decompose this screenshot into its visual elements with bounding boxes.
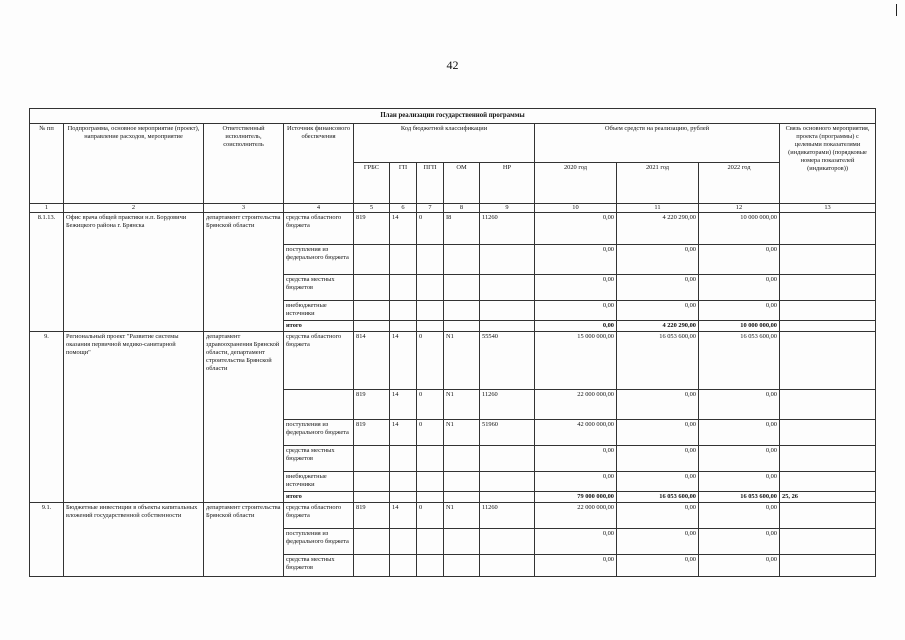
code-om: I8 — [444, 213, 480, 245]
header-om: ОМ — [444, 163, 480, 204]
amount-2020: 0,00 — [535, 529, 617, 555]
page-number: 42 — [446, 58, 459, 72]
code-grbs — [354, 492, 390, 503]
code-gp — [390, 492, 417, 503]
code-gp: 14 — [390, 503, 417, 529]
amount-2020: 0,00 — [535, 275, 617, 301]
code-om — [444, 472, 480, 492]
code-gp: 14 — [390, 332, 417, 390]
amount-2022: 0,00 — [699, 503, 780, 529]
indicator-link — [780, 503, 876, 529]
amount-2020: 15 000 000,00 — [535, 332, 617, 390]
column-number: 12 — [699, 204, 780, 213]
item-name: Офис врача общей практики н.п. Бордовичи Бежицкого района г. Брянска — [64, 213, 204, 332]
code-grbs: 819 — [354, 420, 390, 446]
header-2021: 2021 год — [617, 163, 699, 204]
indicator-link — [780, 321, 876, 332]
header-pgp: ПГП — [417, 163, 444, 204]
indicator-link — [780, 390, 876, 420]
code-nr — [480, 472, 535, 492]
column-number: 11 — [617, 204, 699, 213]
amount-2022: 0,00 — [699, 390, 780, 420]
code-om — [444, 275, 480, 301]
code-om: N1 — [444, 332, 480, 390]
code-om — [444, 446, 480, 472]
funding-source: внебюджетные источники — [284, 472, 354, 492]
amount-2021: 16 053 600,00 — [617, 492, 699, 503]
column-number: 9 — [480, 204, 535, 213]
indicator-link — [780, 472, 876, 492]
code-pgp — [417, 492, 444, 503]
funding-source: итого — [284, 321, 354, 332]
code-om — [444, 321, 480, 332]
code-grbs — [354, 245, 390, 275]
code-pgp — [417, 472, 444, 492]
amount-2021: 0,00 — [617, 555, 699, 577]
amount-2022: 0,00 — [699, 529, 780, 555]
code-nr — [480, 321, 535, 332]
header-budget-code: Код бюджетной классификации — [354, 124, 535, 163]
indicator-link — [780, 275, 876, 301]
amount-2020: 0,00 — [535, 301, 617, 321]
amount-2021: 4 220 290,00 — [617, 213, 699, 245]
code-gp — [390, 446, 417, 472]
funding-source: итого — [284, 492, 354, 503]
item-responsible: департамент строительства Брянской области — [204, 213, 284, 332]
header-indicators-link: Связь основного мероприятия, проекта (программы) с целевыми показателями (индикаторами) (порядковые номера показателей (индикаторов)) — [780, 124, 876, 204]
code-pgp — [417, 446, 444, 472]
code-nr: 55540 — [480, 332, 535, 390]
amount-2021: 4 220 290,00 — [617, 321, 699, 332]
amount-2021: 0,00 — [617, 420, 699, 446]
code-pgp: 0 — [417, 332, 444, 390]
item-responsible: департамент строительства Брянской области — [204, 503, 284, 577]
code-nr — [480, 446, 535, 472]
funding-source: поступления из федерального бюджета — [284, 420, 354, 446]
amount-2022: 0,00 — [699, 472, 780, 492]
amount-2021: 0,00 — [617, 472, 699, 492]
funding-source: средства местных бюджетов — [284, 555, 354, 577]
code-om — [444, 492, 480, 503]
code-pgp — [417, 301, 444, 321]
header-volume: Объем средств на реализацию, рублей — [535, 124, 780, 163]
amount-2021: 0,00 — [617, 446, 699, 472]
code-nr: 11260 — [480, 390, 535, 420]
code-nr: 51960 — [480, 420, 535, 446]
code-om: N1 — [444, 390, 480, 420]
amount-2022: 0,00 — [699, 275, 780, 301]
header-name: Подпрограмма, основное мероприятие (проект), направление расходов, мероприятие — [64, 124, 204, 204]
amount-2022: 0,00 — [699, 420, 780, 446]
funding-source: средства областного бюджета — [284, 213, 354, 245]
amount-2021: 0,00 — [617, 245, 699, 275]
amount-2021: 0,00 — [617, 503, 699, 529]
code-pgp — [417, 555, 444, 577]
funding-source: средства местных бюджетов — [284, 446, 354, 472]
column-number: 10 — [535, 204, 617, 213]
code-pgp: 0 — [417, 213, 444, 245]
item-responsible: департамент здравоохранения Брянской области, департамент строительства Брянской области — [204, 332, 284, 503]
code-pgp: 0 — [417, 420, 444, 446]
amount-2020: 22 000 000,00 — [535, 390, 617, 420]
amount-2021: 0,00 — [617, 301, 699, 321]
code-gp — [390, 301, 417, 321]
header-gp: ГП — [390, 163, 417, 204]
code-pgp — [417, 321, 444, 332]
funding-source: внебюджетные источники — [284, 301, 354, 321]
code-grbs — [354, 529, 390, 555]
amount-2022: 0,00 — [699, 555, 780, 577]
column-number: 5 — [354, 204, 390, 213]
amount-2020: 0,00 — [535, 555, 617, 577]
code-grbs — [354, 446, 390, 472]
column-number: 7 — [417, 204, 444, 213]
code-gp: 14 — [390, 420, 417, 446]
funding-source: поступления из федерального бюджета — [284, 529, 354, 555]
amount-2020: 79 000 000,00 — [535, 492, 617, 503]
code-grbs: 819 — [354, 503, 390, 529]
code-nr — [480, 529, 535, 555]
code-om: N1 — [444, 420, 480, 446]
code-pgp: 0 — [417, 390, 444, 420]
indicator-link — [780, 213, 876, 245]
table-row — [30, 213, 876, 245]
indicator-link — [780, 332, 876, 390]
funding-source: средства местных бюджетов — [284, 275, 354, 301]
code-om: N1 — [444, 503, 480, 529]
column-number-row — [30, 204, 876, 213]
header-source: Источник финансового обеспечения — [284, 124, 354, 204]
indicator-link — [780, 245, 876, 275]
code-nr: 11260 — [480, 503, 535, 529]
amount-2020: 0,00 — [535, 213, 617, 245]
code-grbs: 814 — [354, 332, 390, 390]
amount-2021: 16 053 600,00 — [617, 332, 699, 390]
code-grbs — [354, 275, 390, 301]
header-2020: 2020 год — [535, 163, 617, 204]
code-grbs: 819 — [354, 213, 390, 245]
code-grbs — [354, 321, 390, 332]
amount-2020: 22 000 000,00 — [535, 503, 617, 529]
indicator-link — [780, 446, 876, 472]
amount-2021: 0,00 — [617, 529, 699, 555]
table-title: План реализации государственной программы — [30, 109, 876, 124]
code-nr — [480, 275, 535, 301]
item-name: Региональный проект "Развитие системы оказания первичной медико-санитарной помощи" — [64, 332, 204, 503]
code-gp — [390, 555, 417, 577]
amount-2021: 0,00 — [617, 275, 699, 301]
amount-2022: 10 000 000,00 — [699, 321, 780, 332]
amount-2021: 0,00 — [617, 390, 699, 420]
table-row — [30, 332, 876, 390]
code-gp — [390, 529, 417, 555]
funding-source: средства областного бюджета — [284, 503, 354, 529]
code-nr: 11260 — [480, 213, 535, 245]
indicator-link — [780, 529, 876, 555]
indicator-link — [780, 555, 876, 577]
code-gp: 14 — [390, 390, 417, 420]
code-gp — [390, 472, 417, 492]
code-nr — [480, 301, 535, 321]
code-om — [444, 301, 480, 321]
header-grbs: ГРБС — [354, 163, 390, 204]
code-om — [444, 245, 480, 275]
amount-2020: 42 000 000,00 — [535, 420, 617, 446]
header-2022: 2022 год — [699, 163, 780, 204]
scan-edge-mark — [896, 4, 897, 16]
code-pgp — [417, 275, 444, 301]
amount-2022: 16 053 600,00 — [699, 332, 780, 390]
column-number: 1 — [30, 204, 64, 213]
amount-2020: 0,00 — [535, 245, 617, 275]
column-number: 13 — [780, 204, 876, 213]
amount-2020: 0,00 — [535, 446, 617, 472]
code-grbs: 819 — [354, 390, 390, 420]
code-nr — [480, 245, 535, 275]
amount-2022: 0,00 — [699, 245, 780, 275]
indicator-link — [780, 420, 876, 446]
amount-2022: 10 000 000,00 — [699, 213, 780, 245]
amount-2020: 0,00 — [535, 472, 617, 492]
code-om — [444, 555, 480, 577]
code-grbs — [354, 555, 390, 577]
column-number: 2 — [64, 204, 204, 213]
item-number: 8.1.13. — [30, 213, 64, 332]
code-gp: 14 — [390, 213, 417, 245]
code-gp — [390, 245, 417, 275]
header-responsible: Ответственный исполнитель, соисполнитель — [204, 124, 284, 204]
code-pgp: 0 — [417, 503, 444, 529]
item-name: Бюджетные инвестиции в объекты капитальных вложений государственной собственности — [64, 503, 204, 577]
table-row — [30, 503, 876, 529]
code-grbs — [354, 301, 390, 321]
header-no: № пп — [30, 124, 64, 204]
code-pgp — [417, 245, 444, 275]
code-grbs — [354, 472, 390, 492]
code-pgp — [417, 529, 444, 555]
funding-source — [284, 390, 354, 420]
program-plan-table — [29, 108, 876, 577]
column-number: 8 — [444, 204, 480, 213]
funding-source: средства областного бюджета — [284, 332, 354, 390]
amount-2022: 0,00 — [699, 301, 780, 321]
amount-2022: 0,00 — [699, 446, 780, 472]
code-gp — [390, 321, 417, 332]
amount-2020: 0,00 — [535, 321, 617, 332]
header-nr: НР — [480, 163, 535, 204]
amount-2022: 16 053 600,00 — [699, 492, 780, 503]
code-nr — [480, 555, 535, 577]
code-nr — [480, 492, 535, 503]
column-number: 4 — [284, 204, 354, 213]
item-number: 9.1. — [30, 503, 64, 577]
indicator-link — [780, 301, 876, 321]
funding-source: поступления из федерального бюджета — [284, 245, 354, 275]
item-number: 9. — [30, 332, 64, 503]
column-number: 3 — [204, 204, 284, 213]
code-gp — [390, 275, 417, 301]
code-om — [444, 529, 480, 555]
column-number: 6 — [390, 204, 417, 213]
indicator-link: 25, 26 — [780, 492, 876, 503]
